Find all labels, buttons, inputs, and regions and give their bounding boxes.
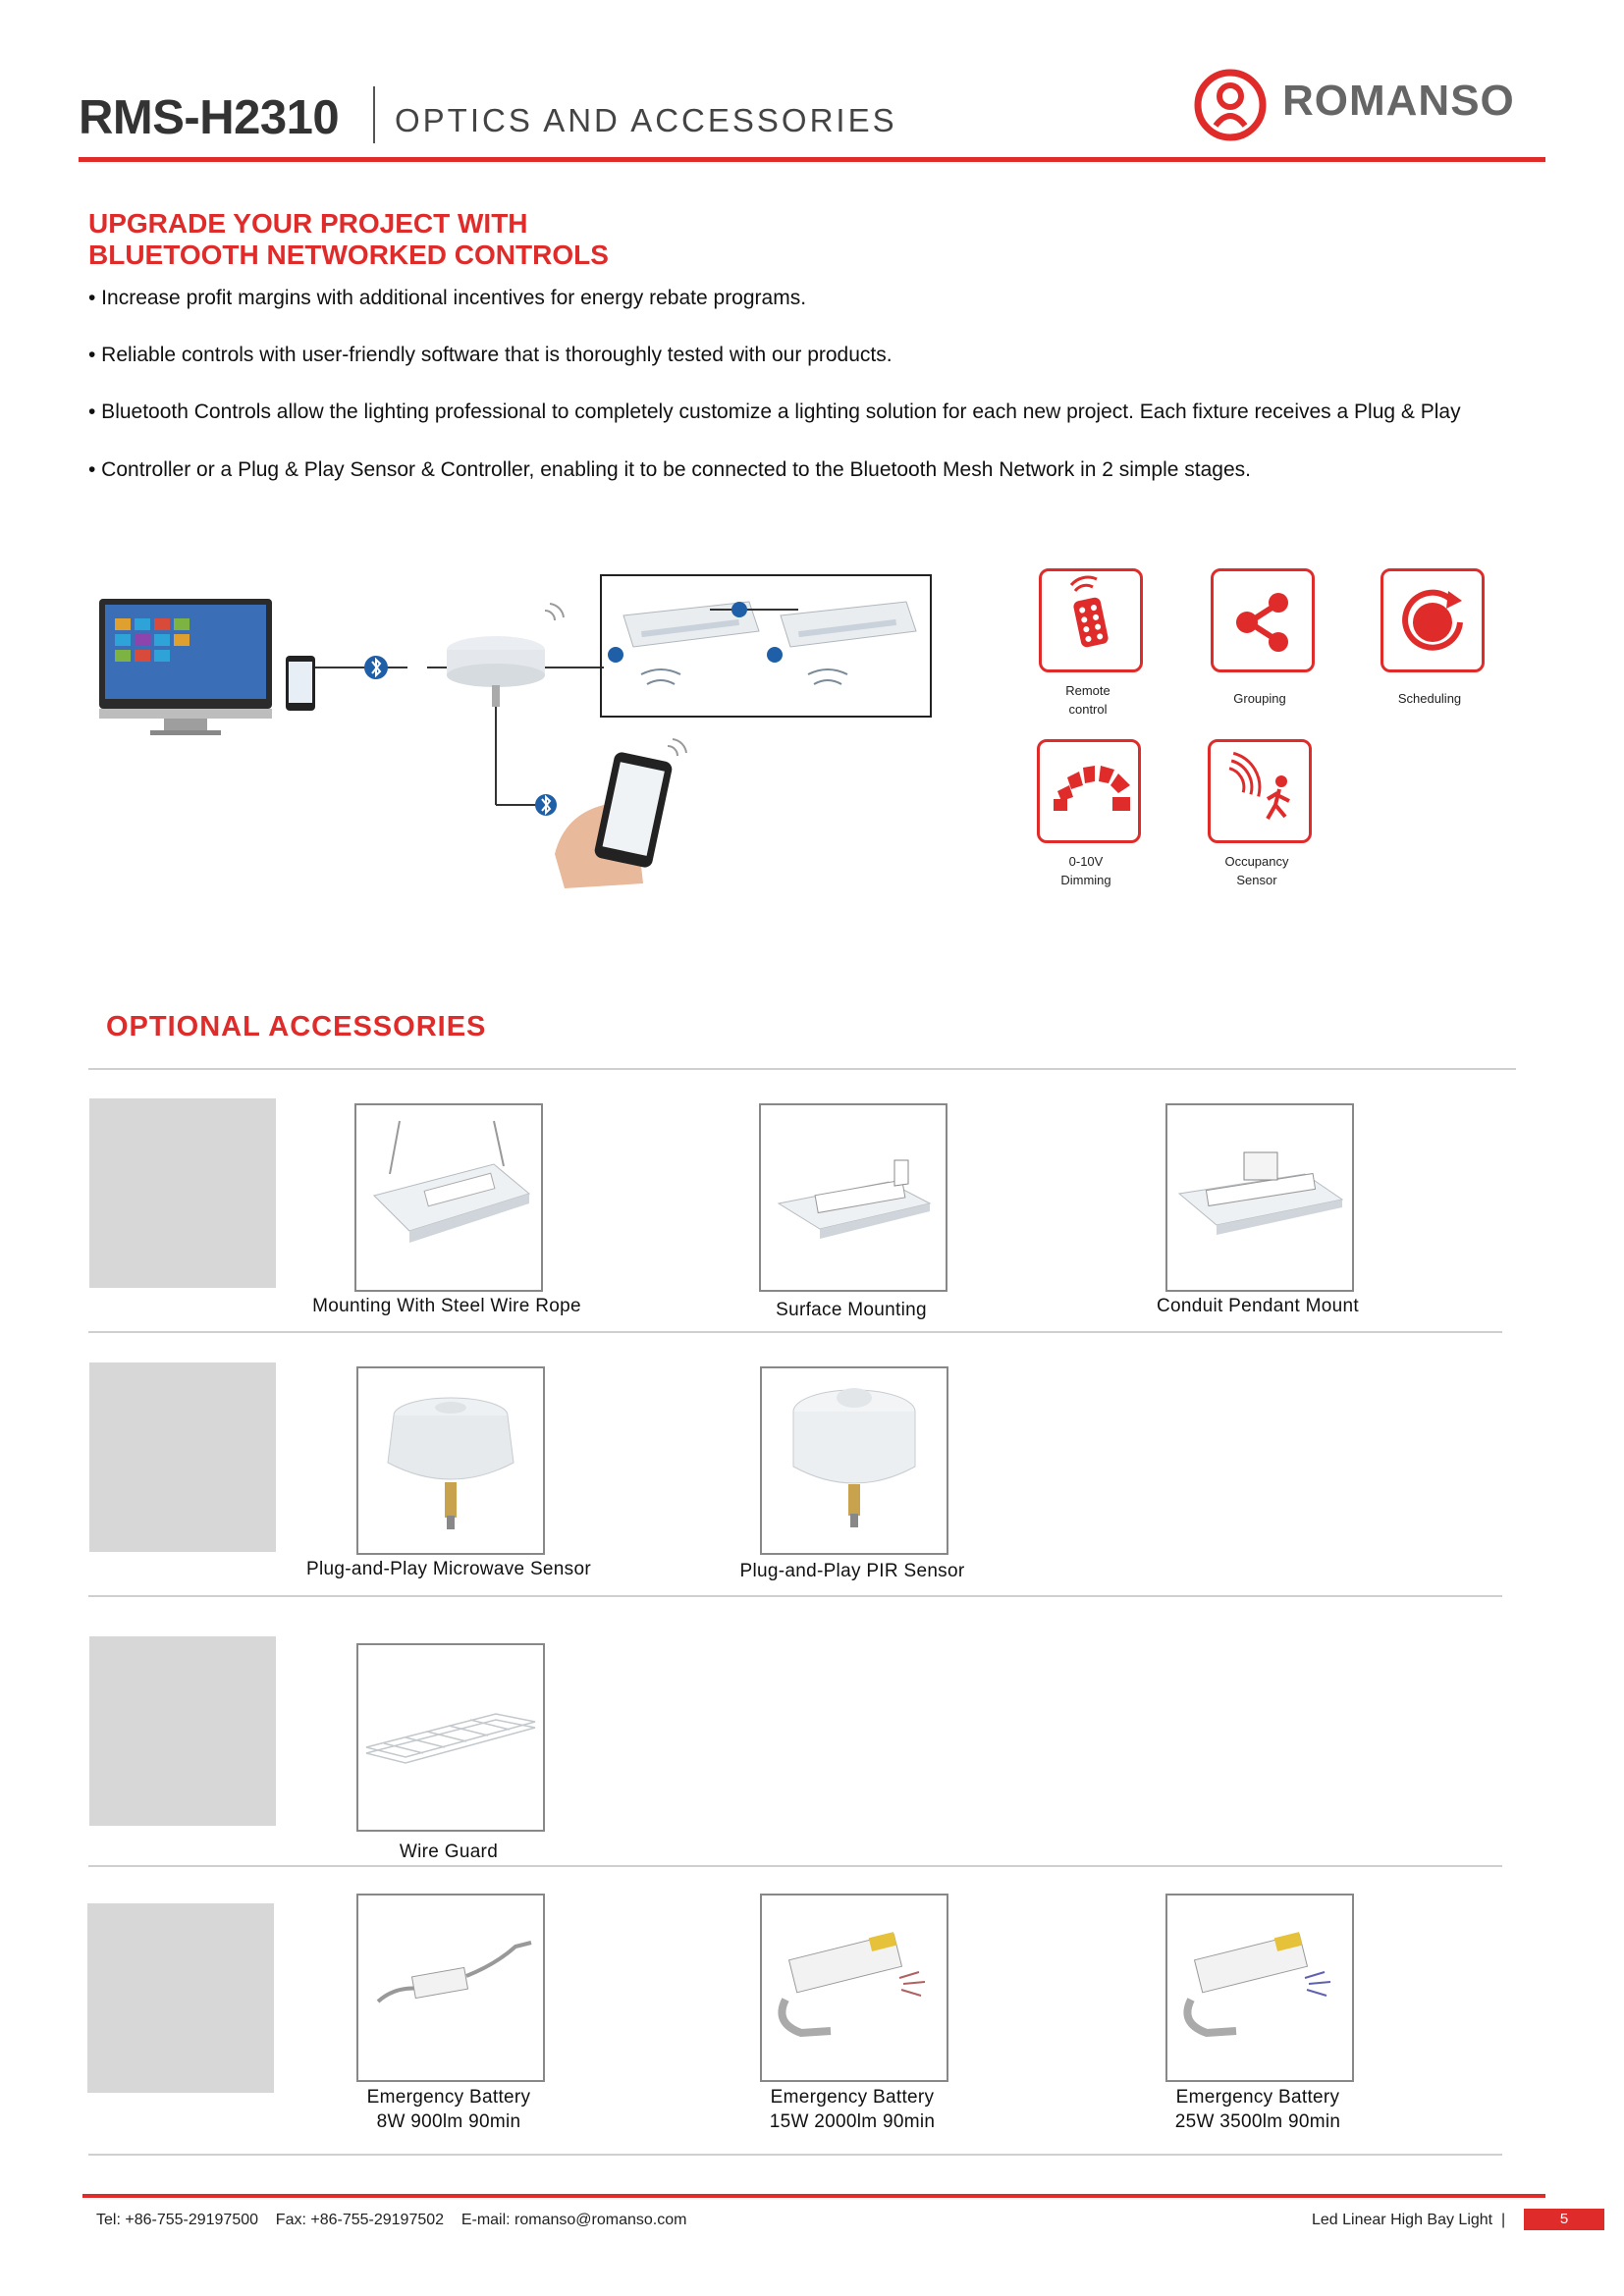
label-line: Occupancy <box>1224 854 1289 869</box>
divider <box>88 1068 1516 1070</box>
conduit-pendant-image <box>1165 1103 1354 1292</box>
footer-rule <box>82 2194 1545 2198</box>
caption-line: Emergency Battery <box>366 2087 531 2108</box>
scheduling-label: Scheduling <box>1397 691 1462 706</box>
page-number: 5 <box>1524 2209 1604 2230</box>
remote-control-icon <box>1039 568 1143 672</box>
label-line: control <box>1068 702 1108 717</box>
brand-logo-icon <box>1194 69 1267 141</box>
caption-conduit-pendant: Conduit Pendant Mount <box>1157 1296 1359 1316</box>
remote-control-label <box>1019 681 1157 719</box>
bullet-3: • Bluetooth Controls allow the lighting professional to completely customize a lighting solution for each new project. Each fixture receives a Plug & Play <box>88 400 1461 423</box>
upgrade-title-line1: UPGRADE YOUR PROJECT WITH <box>88 208 528 239</box>
dimming-label <box>1017 852 1155 889</box>
wire-guard-image <box>356 1643 545 1832</box>
occupancy-sensor-icon <box>1208 739 1312 843</box>
surface-mount-image <box>759 1103 947 1292</box>
bluetooth-icon <box>767 647 783 663</box>
divider <box>88 1331 1502 1333</box>
dimming-gauge-icon <box>1037 739 1141 843</box>
header-separator <box>373 86 375 143</box>
caption-microwave-sensor: Plug-and-Play Microwave Sensor <box>306 1559 591 1579</box>
linear-fixture-icon <box>781 602 916 684</box>
divider <box>88 1595 1502 1597</box>
hand-phone-icon <box>555 739 686 888</box>
caption-battery-15w <box>685 2085 1019 2134</box>
caption-surface-mounting: Surface Mounting <box>776 1300 927 1320</box>
caption-steel-wire-rope: Mounting With Steel Wire Rope <box>312 1296 581 1316</box>
caption-battery-25w <box>1091 2085 1425 2134</box>
grouping-share-icon <box>1211 568 1315 672</box>
sensor-controller-icon <box>447 604 564 707</box>
category-placeholder <box>87 1903 274 2093</box>
occupancy-label <box>1188 852 1326 889</box>
caption-line: Emergency Battery <box>770 2087 935 2108</box>
footer-product: Led Linear High Bay Light | <box>1312 2212 1506 2228</box>
divider <box>88 2154 1502 2156</box>
caption-line: 25W 3500lm 90min <box>1174 2111 1341 2132</box>
scheduling-icon <box>1380 568 1485 672</box>
caption-line: Emergency Battery <box>1175 2087 1340 2108</box>
caption-line: 15W 2000lm 90min <box>769 2111 936 2132</box>
caption-battery-8w <box>282 2085 616 2134</box>
caption-line: 8W 900lm 90min <box>376 2111 521 2132</box>
emergency-battery-25w-image <box>1165 1894 1354 2082</box>
page-subtitle: OPTICS AND ACCESSORIES <box>395 102 897 138</box>
steel-wire-mount-image <box>354 1103 543 1292</box>
desktop-monitor-icon <box>99 599 272 735</box>
emergency-battery-15w-image <box>760 1894 948 2082</box>
label-line: Dimming <box>1060 873 1111 887</box>
brand-name: ROMANSO <box>1282 77 1515 125</box>
bullet-2: • Reliable controls with user-friendly software that is thoroughly tested with our products. <box>88 344 893 366</box>
label-line: Remote <box>1065 683 1110 698</box>
caption-wire-guard: Wire Guard <box>399 1842 499 1862</box>
bullet-4: • Controller or a Plug & Play Sensor & Controller, enabling it to be connected to the Bluetooth Mesh Network in 2 simple stages. <box>88 458 1251 481</box>
model-number: RMS-H2310 <box>79 91 340 144</box>
bluetooth-icon <box>364 656 388 679</box>
caption-pir-sensor: Plug-and-Play PIR Sensor <box>739 1561 965 1581</box>
bluetooth-icon <box>731 602 747 617</box>
label-line: 0-10V <box>1068 854 1104 869</box>
category-placeholder <box>89 1098 276 1288</box>
bluetooth-icon <box>535 794 557 816</box>
emergency-battery-8w-image <box>356 1894 545 2082</box>
upgrade-title <box>88 208 609 271</box>
footer-contact: Tel: +86-755-29197500 Fax: +86-755-29197502 E-mail: romanso@romanso.com <box>96 2212 687 2228</box>
category-placeholder <box>89 1362 276 1552</box>
accessories-title: OPTIONAL ACCESSORIES <box>106 1011 487 1042</box>
category-placeholder <box>89 1636 276 1826</box>
smartphone-icon <box>286 656 315 711</box>
grouping-label: Grouping <box>1233 691 1286 706</box>
bullet-1: • Increase profit margins with additional incentives for energy rebate programs. <box>88 287 807 309</box>
label-line: Sensor <box>1236 873 1277 887</box>
microwave-sensor-image <box>356 1366 545 1555</box>
bluetooth-icon <box>608 647 623 663</box>
divider <box>88 1865 1502 1867</box>
pir-sensor-image <box>760 1366 948 1555</box>
header-rule <box>79 157 1545 162</box>
upgrade-title-line2: BLUETOOTH NETWORKED CONTROLS <box>88 240 609 270</box>
fixture-network-box <box>600 574 932 718</box>
